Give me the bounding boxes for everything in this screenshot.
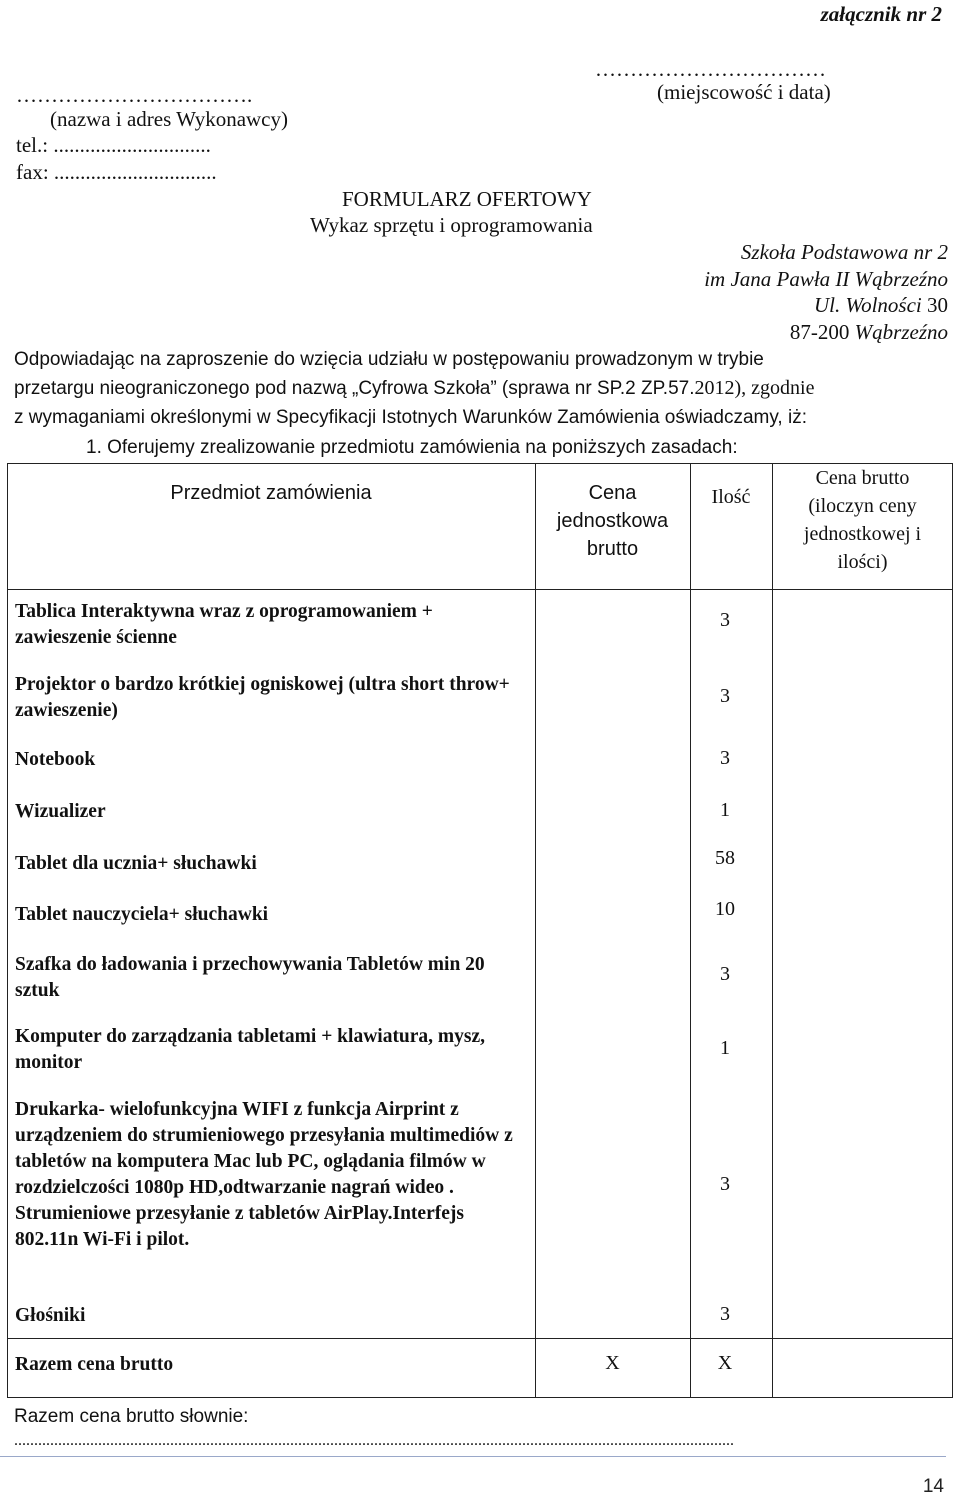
table-row-item: Notebook bbox=[15, 749, 96, 770]
table-row-qty: 3 bbox=[720, 963, 730, 985]
total-in-words-dots: .................................................................................................................................................................................... bbox=[14, 1432, 734, 1449]
header-unit-price-2: jednostkowa bbox=[556, 510, 669, 532]
fax-line: fax: ............................... bbox=[16, 160, 217, 184]
header-item: Przedmiot zamówienia bbox=[170, 482, 372, 504]
recipient-line4 bbox=[790, 320, 948, 345]
table-border-left bbox=[7, 463, 8, 1398]
total-row-unit-price: X bbox=[605, 1352, 620, 1374]
table-row-item: Komputer do zarządzania tabletami + klawiatura, mysz, monitor bbox=[15, 1026, 486, 1073]
place-date-label: (miejscowość i data) bbox=[657, 80, 831, 104]
intro-line1: Odpowiadając na zaproszenie do wzięcia udziału w postępowaniu prowadzonym w trybie bbox=[14, 349, 764, 370]
table-border-bottom bbox=[7, 1397, 953, 1398]
table-row-item: Drukarka- wielofunkcyjna WIFI z funkcja Airprint z urządzeniem do strumieniowego przesyłania multimediów z tabletów na komputera Mac lub PC, oglądania filmów w rozdzielczości 1080p HD,odtwarzanie nagrań wideo . Strumieniowe przesyłanie z tabletów AirPlay.Interfejs 802.11n Wi-Fi i pilot. bbox=[15, 1099, 513, 1250]
form-title: FORMULARZ OFERTOWY bbox=[342, 187, 592, 211]
table-row-qty: 3 bbox=[720, 609, 730, 631]
header-unit-price bbox=[535, 479, 690, 563]
intro-line3: z wymaganiami określonymi w Specyfikacji Istotnych Warunków Zamówienia oświadczamy, iż: bbox=[14, 407, 807, 428]
contractor-label: (nazwa i adres Wykonawcy) bbox=[50, 107, 288, 131]
tel-line: tel.: .............................. bbox=[16, 133, 211, 157]
recipient-number: 30 bbox=[921, 293, 948, 317]
contractor-dots: ……………………………. bbox=[16, 83, 253, 107]
header-total-3: jednostkowej i bbox=[803, 523, 922, 545]
attachment-label: załącznik nr 2 bbox=[820, 2, 942, 26]
table-row-qty: 58 bbox=[715, 847, 735, 869]
table-row-item: Projektor o bardzo krótkiej ogniskowej (ultra short throw+ zawieszenie) bbox=[15, 674, 510, 721]
table-col-sep-1 bbox=[535, 463, 536, 1398]
table-border-right bbox=[952, 463, 953, 1398]
header-separator bbox=[7, 589, 953, 590]
place-date-dots: …………………………… bbox=[595, 57, 826, 81]
intro-line2-b: 2012), zgodnie bbox=[694, 377, 815, 399]
table-row-qty: 1 bbox=[720, 799, 730, 821]
table-row-item: Tablet nauczyciela+ słuchawki bbox=[15, 904, 269, 925]
total-row-qty: X bbox=[717, 1352, 733, 1374]
recipient-street: Ul. Wolności bbox=[814, 293, 922, 317]
header-total-1: Cena brutto bbox=[815, 467, 910, 489]
table-col-sep-3 bbox=[772, 463, 773, 1398]
intro-point1: 1. Oferujemy zrealizowanie przedmiotu zamówienia na poniższych zasadach: bbox=[86, 437, 738, 458]
table-row-qty: 3 bbox=[720, 747, 730, 769]
offer-table bbox=[7, 463, 953, 1398]
table-row-item: Tablet dla ucznia+ słuchawki bbox=[15, 853, 257, 874]
table-row-item: Głośniki bbox=[15, 1305, 86, 1326]
table-row-item: Szafka do ładowania i przechowywania Tabletów min 20 sztuk bbox=[15, 954, 485, 1001]
table-row-item: Tablica Interaktywna wraz z oprogramowaniem + zawieszenie ścienne bbox=[15, 601, 433, 648]
table-row-qty: 10 bbox=[715, 898, 735, 920]
header-total-4: ilości) bbox=[837, 551, 888, 573]
table-row-qty: 3 bbox=[720, 1303, 730, 1325]
total-in-words-label: Razem cena brutto słownie: bbox=[14, 1406, 249, 1427]
recipient-line1: Szkoła Podstawowa nr 2 bbox=[740, 240, 948, 264]
table-row-item: Wizualizer bbox=[15, 801, 106, 822]
header-unit-price-1: Cena bbox=[588, 482, 637, 504]
table-col-sep-2 bbox=[690, 463, 691, 1398]
form-subtitle: Wykaz sprzętu i oprogramowania bbox=[310, 213, 593, 237]
page-number: 14 bbox=[922, 1476, 944, 1497]
total-row-separator bbox=[7, 1338, 953, 1339]
footer-rule bbox=[0, 1456, 946, 1457]
recipient-line2: im Jana Pawła II Wąbrzeźno bbox=[704, 267, 948, 291]
intro-line2 bbox=[14, 377, 815, 400]
recipient-postcode: 87-200 bbox=[789, 320, 855, 344]
table-row-qty: 3 bbox=[720, 1173, 730, 1195]
recipient-city: Wąbrzeźno bbox=[854, 320, 948, 344]
header-unit-price-3: brutto bbox=[586, 538, 639, 560]
intro-line2-a: przetargu nieograniczonego pod nazwą „Cyfrowa Szkoła” (sprawa nr SP.2 ZP.57. bbox=[14, 378, 695, 399]
header-total-2: (iloczyn ceny bbox=[808, 495, 917, 517]
table-row-qty: 1 bbox=[720, 1037, 730, 1059]
total-row-label: Razem cena brutto bbox=[15, 1354, 174, 1375]
table-row-qty: 3 bbox=[720, 685, 730, 707]
header-quantity: Ilość bbox=[711, 486, 751, 508]
header-total bbox=[772, 464, 953, 576]
recipient-line3 bbox=[814, 293, 948, 318]
